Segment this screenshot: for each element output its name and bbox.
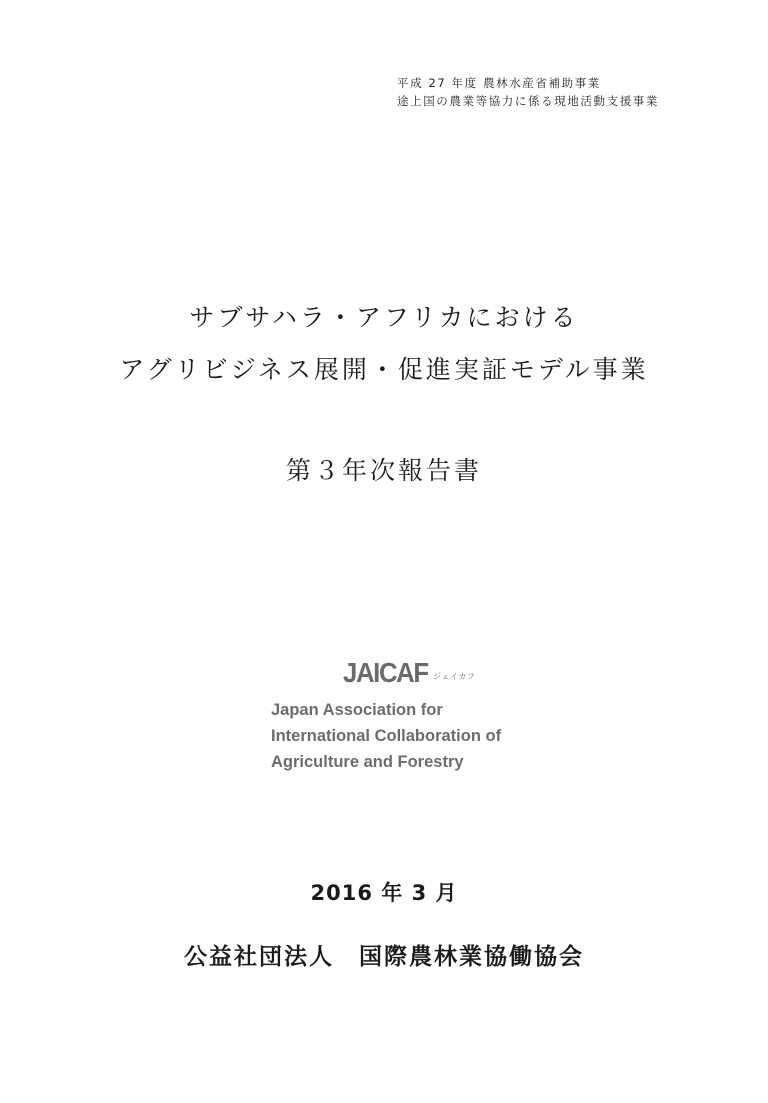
- title-line-2: アグリビジネス展開・促進実証モデル事業: [119, 355, 649, 384]
- publication-date: 2016 年 3 月: [310, 881, 458, 905]
- org-en-line-3: Agriculture and Forestry: [271, 753, 464, 771]
- logo-main-text: JAICAF: [343, 657, 428, 688]
- title-line-1: サブサハラ・アフリカにおける: [189, 303, 579, 332]
- header-line-2: 途上国の農業等協力に係る現地活動支援事業: [397, 94, 659, 108]
- header-line-1: 平成 27 年度 農林水産省補助事業: [397, 76, 601, 90]
- organization-english-name: [271, 697, 501, 775]
- header-block: [397, 74, 659, 110]
- logo-kana-text: ジェイカフ: [433, 672, 476, 681]
- org-en-line-1: Japan Association for: [271, 701, 443, 719]
- org-en-line-2: International Collaboration of: [271, 727, 502, 745]
- jaicaf-logo: [343, 654, 475, 688]
- report-subtitle: 第３年次報告書: [285, 456, 482, 485]
- organization-japanese-name: 公益社団法人 国際農林業協働協会: [184, 944, 584, 970]
